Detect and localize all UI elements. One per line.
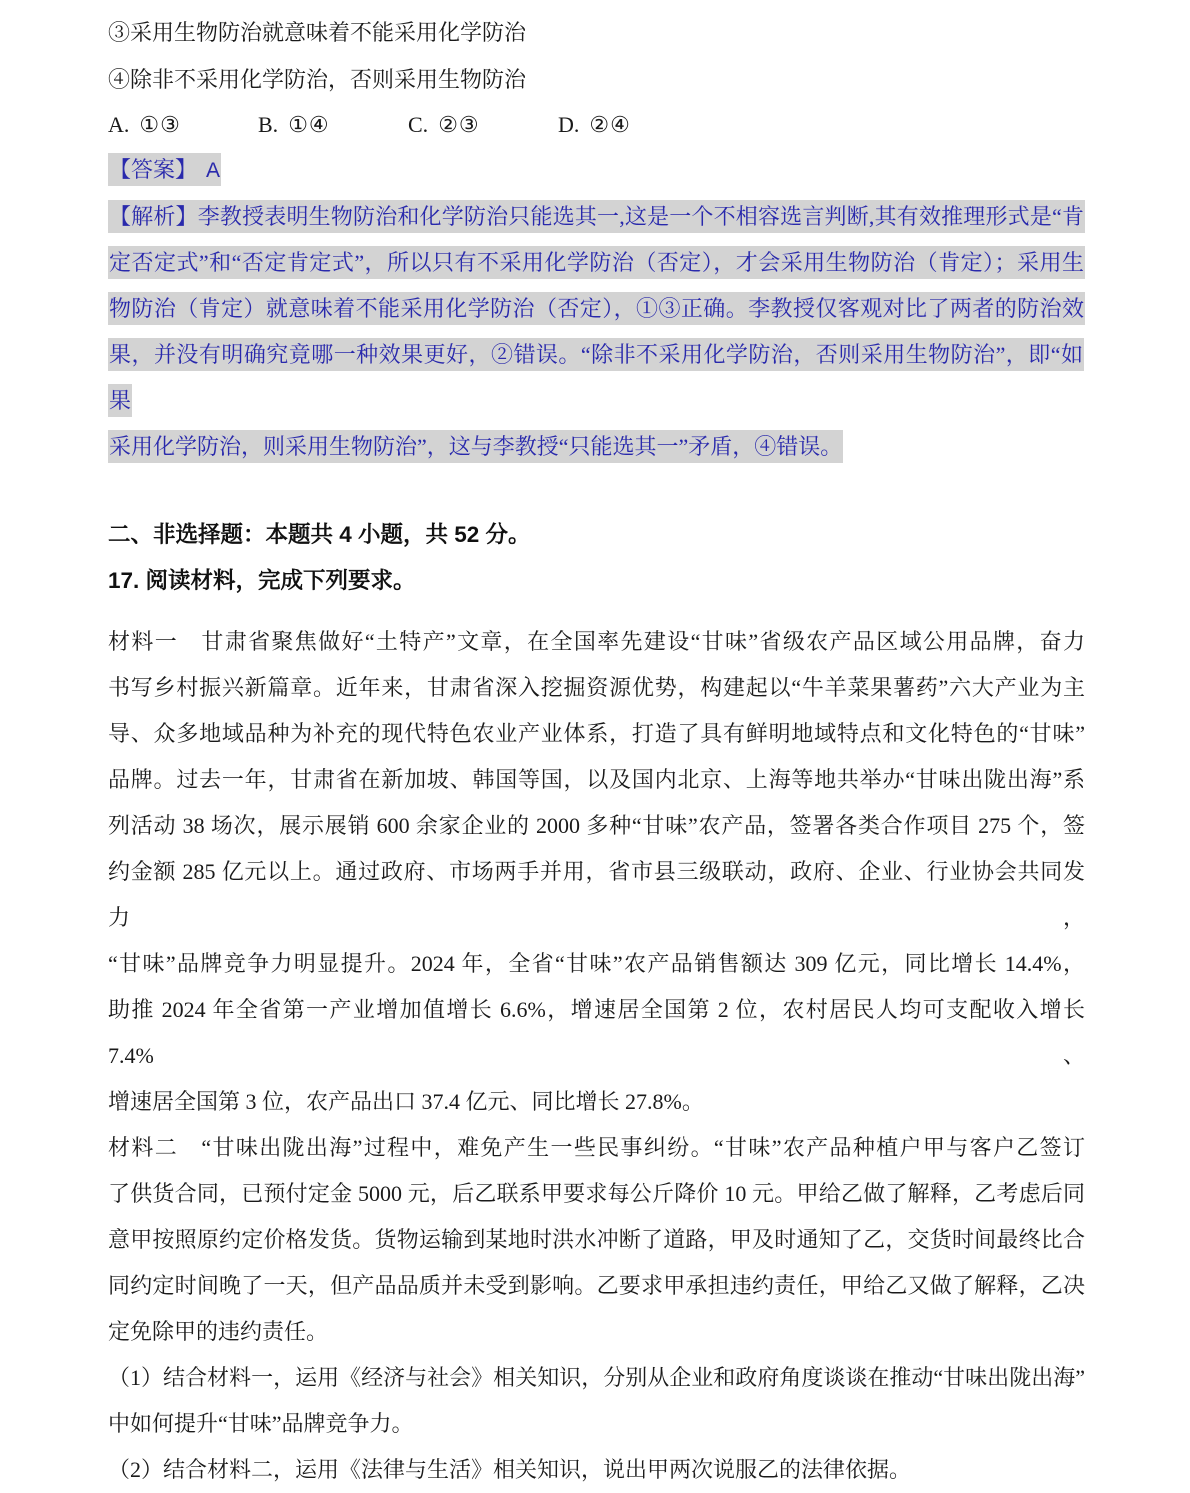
option-b: [258, 103, 408, 147]
option-d-value: ②④: [589, 112, 631, 137]
material-2-line: [108, 1309, 1085, 1355]
material-1-line-text: 列活动 38 场次，展示展销 600 余家企业的 2000 多种“甘味”农产品，签署各类合作项目 275 个，签: [108, 813, 1085, 838]
material-2-line-text: 定免除甲的违约责任。: [108, 1319, 329, 1344]
question-16-block: [108, 9, 1085, 470]
analysis-line-text: 【解析】李教授表明生物防治和化学防治只能选其一,这是一个不相容选言判断,其有效推理形式是“肯: [108, 200, 1085, 233]
material-1-line: [108, 941, 1085, 987]
material-1-line-text: 书写乡村振兴新篇章。近年来，甘肃省深入挖掘资源优势，构建起以“牛羊菜果薯药”六大产业为主: [108, 675, 1085, 700]
material-2-line-text: 了供货合同，已预付定金 5000 元，后乙联系甲要求每公斤降价 10 元。甲给乙做了解释，乙考虑后同: [108, 1181, 1085, 1206]
material-1-line-text: 助推 2024 年全省第一产业增加值增长 6.6%，增速居全国第 2 位，农村居民人均可支配收入增长 7.4%、: [108, 997, 1085, 1068]
options-row: [108, 103, 1085, 147]
material-2-line: [108, 1125, 1085, 1171]
option-c-label: C.: [408, 112, 429, 137]
statement-line: ④除非不采用化学防治，否则采用生物防治: [108, 67, 527, 92]
question-17-heading: 17. 阅读材料，完成下列要求。: [108, 568, 416, 593]
analysis-line: [108, 286, 1085, 332]
material-1-line: [108, 665, 1085, 711]
analysis-line: [108, 194, 1085, 240]
material-2-line-text: 意甲按照原约定价格发货。货物运输到某地时洪水冲断了道路，甲及时通知了乙，交货时间最终比合: [108, 1227, 1085, 1252]
material-1-line-text: 导、众多地域品种为补充的现代特色农业产业体系，打造了具有鲜明地域特点和文化特色的“甘味”: [108, 721, 1085, 746]
option-a-label: A.: [108, 112, 130, 137]
option-d: [558, 103, 631, 147]
material-1-line: [108, 1079, 1085, 1125]
answer-label: 【答案】: [109, 157, 198, 182]
material-2-line-text: 同约定时间晚了一天，但产品品质并未受到影响。乙要求甲承担违约责任，甲给乙又做了解释，乙决: [108, 1273, 1085, 1298]
material-1-line-text: 增速居全国第 3 位，农产品出口 37.4 亿元、同比增长 27.8%。: [108, 1089, 704, 1114]
sub-question-1-line-text: 中如何提升“甘味”品牌竞争力。: [108, 1411, 414, 1436]
material-1-paragraph: [108, 619, 1085, 1125]
option-d-label: D.: [558, 112, 580, 137]
material-2-line: [108, 1217, 1085, 1263]
material-2-line: [108, 1171, 1085, 1217]
analysis-line-text: 物防治（肯定）就意味着不能采用化学防治（否定），①③正确。李教授仅客观对比了两者的防治效: [108, 292, 1085, 325]
material-1-line-text: 材料一 甘肃省聚焦做好“土特产”文章，在全国率先建设“甘味”省级农产品区域公用品牌，奋力: [108, 629, 1085, 654]
material-1-line: [108, 803, 1085, 849]
sub-question-1-line: [108, 1355, 1085, 1401]
option-a: [108, 103, 258, 147]
material-2-paragraph: [108, 1125, 1085, 1355]
material-1-line: [108, 849, 1085, 941]
sub-question-1-line: [108, 1401, 1085, 1447]
statement-lines: [108, 9, 1085, 103]
material-1-line: [108, 619, 1085, 665]
sub-question-1-line-text: （1）结合材料一，运用《经济与社会》相关知识，分别从企业和政府角度谈谈在推动“甘味出陇出海”: [108, 1365, 1085, 1390]
section-2-heading: 二、非选择题：本题共 4 小题，共 52 分。: [108, 522, 531, 547]
analysis-line-text: 采用化学防治，则采用生物防治”，这与李教授“只能选其一”矛盾，④错误。: [108, 430, 843, 463]
analysis-line: [108, 424, 1085, 470]
statement-line: ③采用生物防治就意味着不能采用化学防治: [108, 20, 527, 45]
analysis-paragraph: [108, 194, 1085, 470]
material-1-line: [108, 987, 1085, 1079]
section-2-block: [108, 512, 1085, 1493]
answer-line: [108, 147, 1085, 194]
answer-value: A: [206, 159, 221, 182]
analysis-line-text: 果，并没有明确究竟哪一种效果更好，②错误。“除非不采用化学防治，否则采用生物防治”，即“如果: [108, 338, 1084, 417]
option-c-value: ②③: [438, 112, 480, 137]
analysis-line-text: 定否定式”和“否定肯定式”，所以只有不采用化学防治（否定），才会采用生物防治（肯定）；采用生: [108, 246, 1085, 279]
option-a-value: ①③: [139, 112, 181, 137]
material-1-line-text: 约金额 285 亿元以上。通过政府、市场两手并用，省市县三级联动，政府、企业、行业协会共同发力，: [108, 859, 1085, 930]
material-1-line: [108, 757, 1085, 803]
answer-highlight: [108, 153, 221, 186]
option-b-value: ①④: [288, 112, 330, 137]
material-1-line-text: “甘味”品牌竞争力明显提升。2024 年，全省“甘味”农产品销售额达 309 亿元，同比增长 14.4%，: [108, 951, 1085, 976]
analysis-line: [108, 332, 1085, 424]
sub-question-2: [108, 1447, 1085, 1493]
material-2-line: [108, 1263, 1085, 1309]
material-1-line-text: 品牌。过去一年，甘肃省在新加坡、韩国等国，以及国内北京、上海等地共举办“甘味出陇出海”系: [108, 767, 1085, 792]
option-b-label: B.: [258, 112, 279, 137]
analysis-line: [108, 240, 1085, 286]
sub-question-2-line-text: （2）结合材料二，运用《法律与生活》相关知识，说出甲两次说服乙的法律依据。: [108, 1457, 912, 1482]
sub-question-2-line: [108, 1447, 1085, 1493]
option-c: [408, 103, 558, 147]
sub-question-1: [108, 1355, 1085, 1447]
material-1-line: [108, 711, 1085, 757]
material-2-line-text: 材料二 “甘味出陇出海”过程中，难免产生一些民事纠纷。“甘味”农产品种植户甲与客户乙签订: [108, 1135, 1085, 1160]
